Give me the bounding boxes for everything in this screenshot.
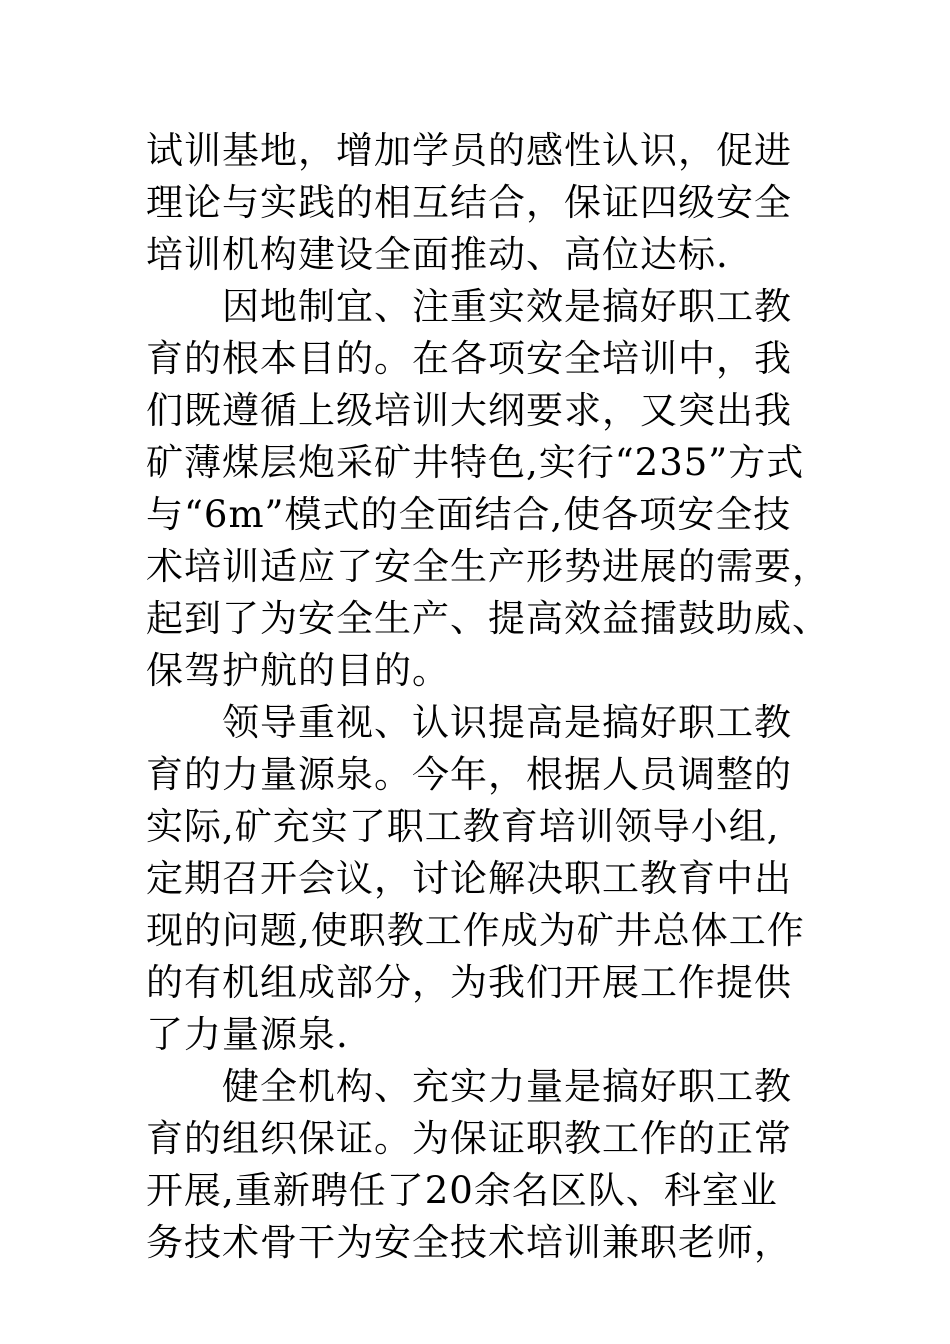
paragraph-1-line-2: 理论与实践的相互结合，保证四级安全: [146, 181, 792, 224]
paragraph-2-line-8: 保驾护航的目的。: [146, 649, 450, 692]
paragraph-2-line-1: 因地制宜、注重实效是搞好职工教: [222, 285, 792, 328]
paragraph-1-line-1: 试训基地，增加学员的感性认识，促进: [146, 129, 792, 172]
paragraph-3-line-5: 现的问题,使职教工作成为矿井总体工作: [146, 909, 805, 952]
paragraph-3-line-6: 的有机组成部分，为我们开展工作提供: [146, 961, 792, 1004]
paragraph-2-line-7: 起到了为安全生产、提高效益擂鼓助威、: [146, 597, 830, 640]
paragraph-4-line-2: 育的组织保证。为保证职教工作的正常: [146, 1117, 792, 1160]
paragraph-3-line-1: 领导重视、认识提高是搞好职工教: [222, 701, 792, 744]
paragraph-2-line-4: 矿薄煤层炮采矿井特色,实行“235”方式: [146, 441, 805, 484]
paragraph-3-line-7: 了力量源泉.: [146, 1013, 349, 1056]
paragraph-3-line-4: 定期召开会议，讨论解决职工教育中出: [146, 857, 792, 900]
paragraph-4-line-4: 务技术骨干为安全技术培训兼职老师，: [146, 1221, 792, 1264]
paragraph-1-line-3: 培训机构建设全面推动、高位达标.: [146, 233, 729, 276]
paragraph-2-line-6: 术培训适应了安全生产形势进展的需要，: [146, 545, 830, 588]
paragraph-3-line-3: 实际,矿充实了职工教育培训领导小组,: [146, 805, 780, 848]
paragraph-2-line-5: 与“6m”模式的全面结合,使各项安全技: [146, 493, 792, 536]
paragraph-2-line-2: 育的根本目的。在各项安全培训中，我: [146, 337, 792, 380]
paragraph-4-line-3: 开展,重新聘任了20余名区队、科室业: [146, 1169, 778, 1212]
paragraph-4-line-1: 健全机构、充实力量是搞好职工教: [222, 1065, 792, 1108]
paragraph-3-line-2: 育的力量源泉。今年，根据人员调整的: [146, 753, 792, 796]
paragraph-2-line-3: 们既遵循上级培训大纲要求，又突出我: [146, 389, 792, 432]
